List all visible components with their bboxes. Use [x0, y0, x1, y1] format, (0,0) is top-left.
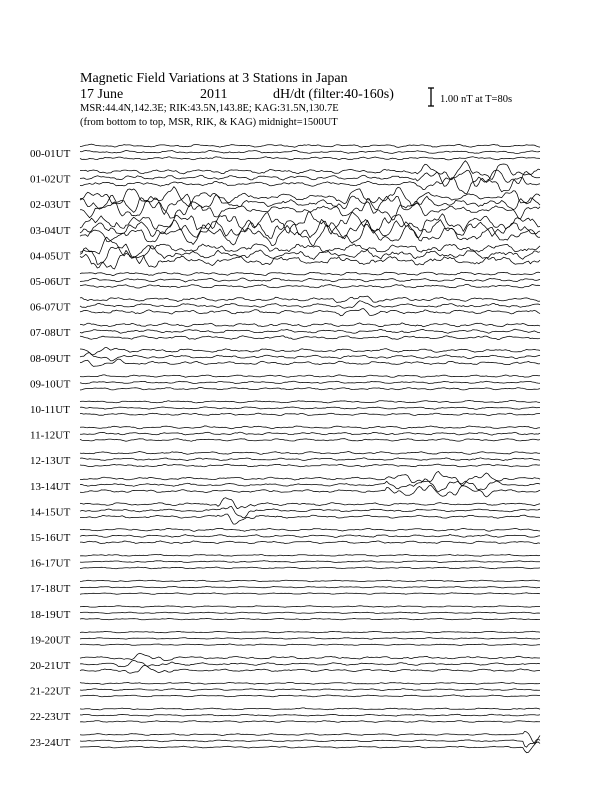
row-18-19UT: [30, 606, 540, 621]
row-label: 09-10UT: [30, 378, 71, 391]
trace-KAG-19-20UT: [80, 631, 540, 633]
row-label: 06-07UT: [30, 301, 71, 314]
trace-MSR-18-19UT: [80, 618, 540, 620]
row-20-21UT: [30, 653, 540, 673]
trace-KAG-23-24UT: [80, 731, 540, 743]
row-label: 21-22UT: [30, 685, 71, 698]
trace-KAG-04-05UT: [80, 237, 540, 258]
trace-RIK-10-11UT: [80, 407, 540, 409]
row-label: 16-17UT: [30, 557, 71, 570]
trace-MSR-22-23UT: [80, 721, 540, 723]
trace-RIK-04-05UT: [80, 246, 540, 265]
row-label: 23-24UT: [30, 736, 71, 749]
trace-RIK-17-18UT: [80, 586, 540, 588]
row-19-20UT: [30, 631, 540, 646]
trace-RIK-22-23UT: [80, 714, 540, 716]
row-label: 22-23UT: [30, 711, 71, 724]
row-21-22UT: [30, 682, 540, 697]
row-01-02UT: [30, 161, 540, 194]
trace-MSR-17-18UT: [80, 593, 540, 595]
stations-coordinates: MSR:44.4N,142.3E; RIK:43.5N,143.8E; KAG:31.5N,130.7E: [80, 103, 339, 114]
trace-MSR-10-11UT: [80, 413, 540, 416]
station-order-note: (from bottom to top, MSR, RIK, & KAG) midnight=1500UT: [80, 117, 338, 128]
row-label: 01-02UT: [30, 173, 71, 186]
row-07-08UT: [30, 323, 540, 340]
row-label: 19-20UT: [30, 634, 71, 647]
row-06-07UT: [30, 296, 540, 316]
trace-RIK-16-17UT: [80, 561, 540, 563]
trace-MSR-05-06UT: [80, 284, 540, 288]
trace-MSR-11-12UT: [80, 439, 540, 442]
trace-MSR-09-10UT: [80, 387, 540, 390]
trace-MSR-13-14UT: [80, 485, 540, 497]
scale-bar: [428, 88, 434, 106]
row-label: 15-16UT: [30, 532, 71, 544]
row-10-11UT: [30, 400, 540, 416]
row-23-24UT: [30, 731, 540, 752]
trace-MSR-06-07UT: [80, 309, 540, 316]
trace-MSR-23-24UT: [80, 742, 540, 753]
row-label: 02-03UT: [30, 199, 71, 212]
trace-MSR-04-05UT: [80, 250, 540, 269]
row-00-01UT: [30, 144, 540, 160]
row-14-15UT: [30, 498, 540, 524]
row-05-06UT: [30, 272, 540, 288]
trace-MSR-21-22UT: [80, 695, 540, 697]
filter-label: dH/dt (filter:40-160s): [273, 87, 394, 102]
trace-KAG-22-23UT: [80, 708, 540, 710]
trace-RIK-19-20UT: [80, 638, 540, 640]
row-label: 05-06UT: [30, 276, 71, 288]
trace-KAG-01-02UT: [80, 161, 540, 180]
trace-MSR-14-15UT: [80, 514, 540, 524]
trace-KAG-10-11UT: [80, 400, 540, 403]
trace-RIK-05-06UT: [80, 278, 540, 282]
row-03-04UT: [30, 212, 540, 246]
row-label: 10-11UT: [30, 404, 70, 416]
trace-KAG-09-10UT: [80, 375, 540, 377]
row-label: 17-18UT: [30, 583, 71, 596]
trace-RIK-11-12UT: [80, 432, 540, 435]
row-label: 00-01UT: [30, 148, 71, 160]
row-label: 11-12UT: [30, 429, 70, 442]
trace-KAG-21-22UT: [80, 682, 540, 684]
row-13-14UT: [30, 471, 540, 497]
trace-RIK-06-07UT: [80, 301, 540, 309]
date-day-month: 17 June: [80, 87, 124, 102]
scale-label: 1.00 nT at T=80s: [440, 94, 513, 105]
trace-KAG-20-21UT: [80, 653, 540, 660]
trace-KAG-05-06UT: [80, 272, 540, 276]
trace-KAG-07-08UT: [80, 323, 540, 327]
row-label: 08-09UT: [30, 352, 71, 365]
trace-MSR-19-20UT: [80, 644, 540, 646]
trace-RIK-21-22UT: [80, 689, 540, 691]
trace-MSR-03-04UT: [80, 224, 540, 245]
trace-MSR-16-17UT: [80, 567, 540, 569]
trace-MSR-12-13UT: [80, 464, 540, 467]
trace-RIK-20-21UT: [80, 661, 540, 667]
row-16-17UT: [30, 554, 540, 569]
trace-RIK-18-19UT: [80, 612, 540, 614]
trace-MSR-20-21UT: [80, 665, 540, 673]
trace-RIK-00-01UT: [80, 150, 540, 153]
trace-RIK-07-08UT: [80, 329, 540, 333]
trace-KAG-00-01UT: [80, 144, 540, 147]
row-label: 20-21UT: [30, 660, 71, 672]
trace-RIK-12-13UT: [80, 458, 540, 461]
trace-MSR-01-02UT: [80, 177, 540, 194]
row-label: 03-04UT: [30, 224, 71, 237]
row-label: 12-13UT: [30, 455, 71, 468]
trace-KAG-14-15UT: [80, 498, 540, 509]
row-label: 14-15UT: [30, 506, 71, 519]
row-label: 13-14UT: [30, 480, 71, 493]
trace-KAG-11-12UT: [80, 426, 540, 429]
date-year: 2011: [200, 87, 228, 102]
row-12-13UT: [30, 452, 540, 468]
row-11-12UT: [30, 426, 540, 442]
trace-MSR-08-09UT: [80, 359, 540, 366]
trace-RIK-09-10UT: [80, 381, 540, 384]
trace-RIK-03-04UT: [80, 219, 540, 238]
row-15-16UT: [30, 528, 540, 544]
chart-title: Magnetic Field Variations at 3 Stations in Japan: [80, 71, 348, 86]
trace-RIK-15-16UT: [80, 535, 540, 538]
row-17-18UT: [30, 580, 540, 595]
row-label: 04-05UT: [30, 250, 71, 263]
trace-MSR-02-03UT: [80, 199, 540, 221]
trace-KAG-17-18UT: [80, 580, 540, 582]
trace-KAG-06-07UT: [80, 296, 540, 302]
trace-KAG-18-19UT: [80, 606, 540, 607]
row-label: 18-19UT: [30, 608, 71, 621]
trace-RIK-23-24UT: [80, 739, 540, 747]
trace-MSR-00-01UT: [80, 157, 540, 160]
trace-MSR-07-08UT: [80, 336, 540, 340]
row-08-09UT: [30, 348, 540, 367]
trace-KAG-16-17UT: [80, 554, 540, 556]
trace-KAG-15-16UT: [80, 528, 540, 531]
row-09-10UT: [30, 375, 540, 391]
trace-KAG-12-13UT: [80, 452, 540, 455]
trace-MSR-15-16UT: [80, 541, 540, 544]
row-04-05UT: [30, 237, 540, 269]
row-label: 07-08UT: [30, 327, 71, 340]
trace-RIK-08-09UT: [80, 353, 540, 361]
row-22-23UT: [30, 708, 540, 723]
trace-KAG-08-09UT: [80, 348, 540, 355]
